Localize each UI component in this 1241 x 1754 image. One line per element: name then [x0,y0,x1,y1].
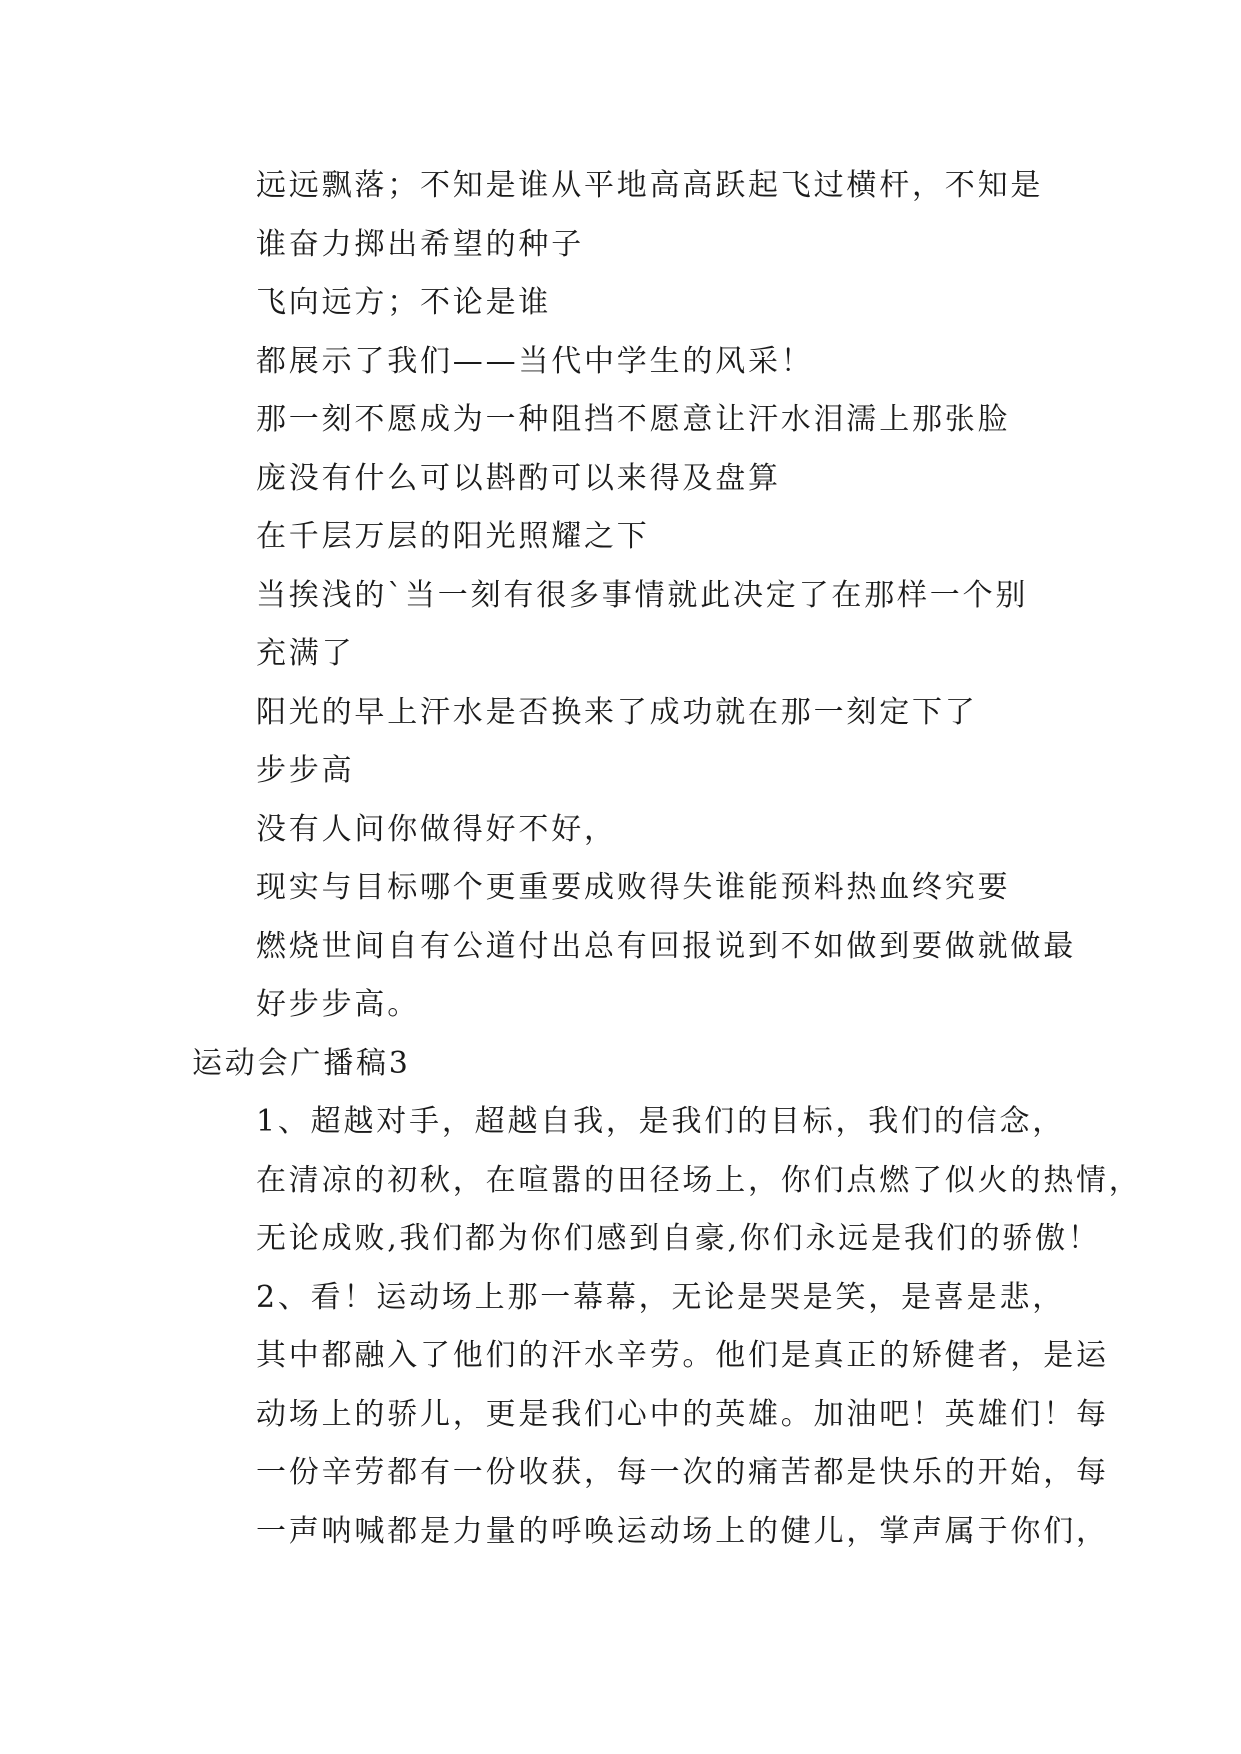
text-line: 一声呐喊都是力量的呼唤运动场上的健儿，掌声属于你们， [256,1513,1109,1549]
paragraph [192,1269,1109,1562]
paragraph [192,684,1062,743]
text-line: 动场上的骄儿，更是我们心中的英雄。加油吧！英雄们！每 [256,1396,1109,1432]
paragraph [192,742,1062,801]
text-line: 步步高 [256,753,355,788]
text-line: 燃烧世间自有公道付出总有回报说到不如做到要做就做最 [256,928,1076,964]
text-line: 飞向远方；不论是谁 [256,285,552,320]
paragraph [192,508,1062,567]
paragraph [192,859,1076,1035]
paragraph [192,274,1062,333]
text-line: 好步步高。 [256,987,420,1022]
text-line: 当挨浅的`当一刻有很多事情就此决定了在那样一个别 [256,577,1029,613]
text-line: 阳光的早上汗水是否换来了成功就在那一刻定下了 [256,694,978,730]
text-line: 都展示了我们——当代中学生的风采！ [256,343,814,379]
text-line: 远远飘落；不知是谁从平地高高跃起飞过横杆，不知是 [256,168,1044,203]
text-line: 庞没有什么可以斟酌可以来得及盘算 [256,460,781,496]
paragraph [192,333,1062,392]
text-line: 一份辛劳都有一份收获，每一次的痛苦都是快乐的开始，每 [256,1455,1109,1490]
paragraph [192,567,1062,684]
text-line: 2、看！运动场上那一幕幕，无论是哭是笑，是喜是悲， [256,1279,1066,1315]
text-line: 现实与目标哪个更重要成败得失谁能预料热血终究要 [256,870,1011,905]
paragraph [192,391,1062,508]
text-line: 没有人问你做得好不好， [256,811,617,847]
text-line: 那一刻不愿成为一种阻挡不愿意让汗水泪濡上那张脸 [256,402,1011,437]
text-line: 其中都融入了他们的汗水辛劳。他们是真正的矫健者，是运 [256,1338,1109,1373]
paragraph [192,1093,1142,1269]
paragraph [192,801,1062,860]
document-body [192,157,1142,1561]
section-heading [192,1035,1062,1094]
text-line: 充满了 [256,636,355,671]
text-line: 无论成败,我们都为你们感到自豪,你们永远是我们的骄傲！ [256,1221,1101,1256]
text-line: 在清凉的初秋，在喧嚣的田径场上，你们点燃了似火的热情， [256,1162,1142,1198]
text-line: 1、超越对手，超越自我，是我们的目标，我们的信念， [256,1104,1066,1139]
text-line: 在千层万层的阳光照耀之下 [256,519,650,554]
heading-text: 运动会广播稿3 [192,1045,411,1081]
paragraph [192,157,1062,274]
text-line: 谁奋力掷出希望的种子 [256,226,584,262]
